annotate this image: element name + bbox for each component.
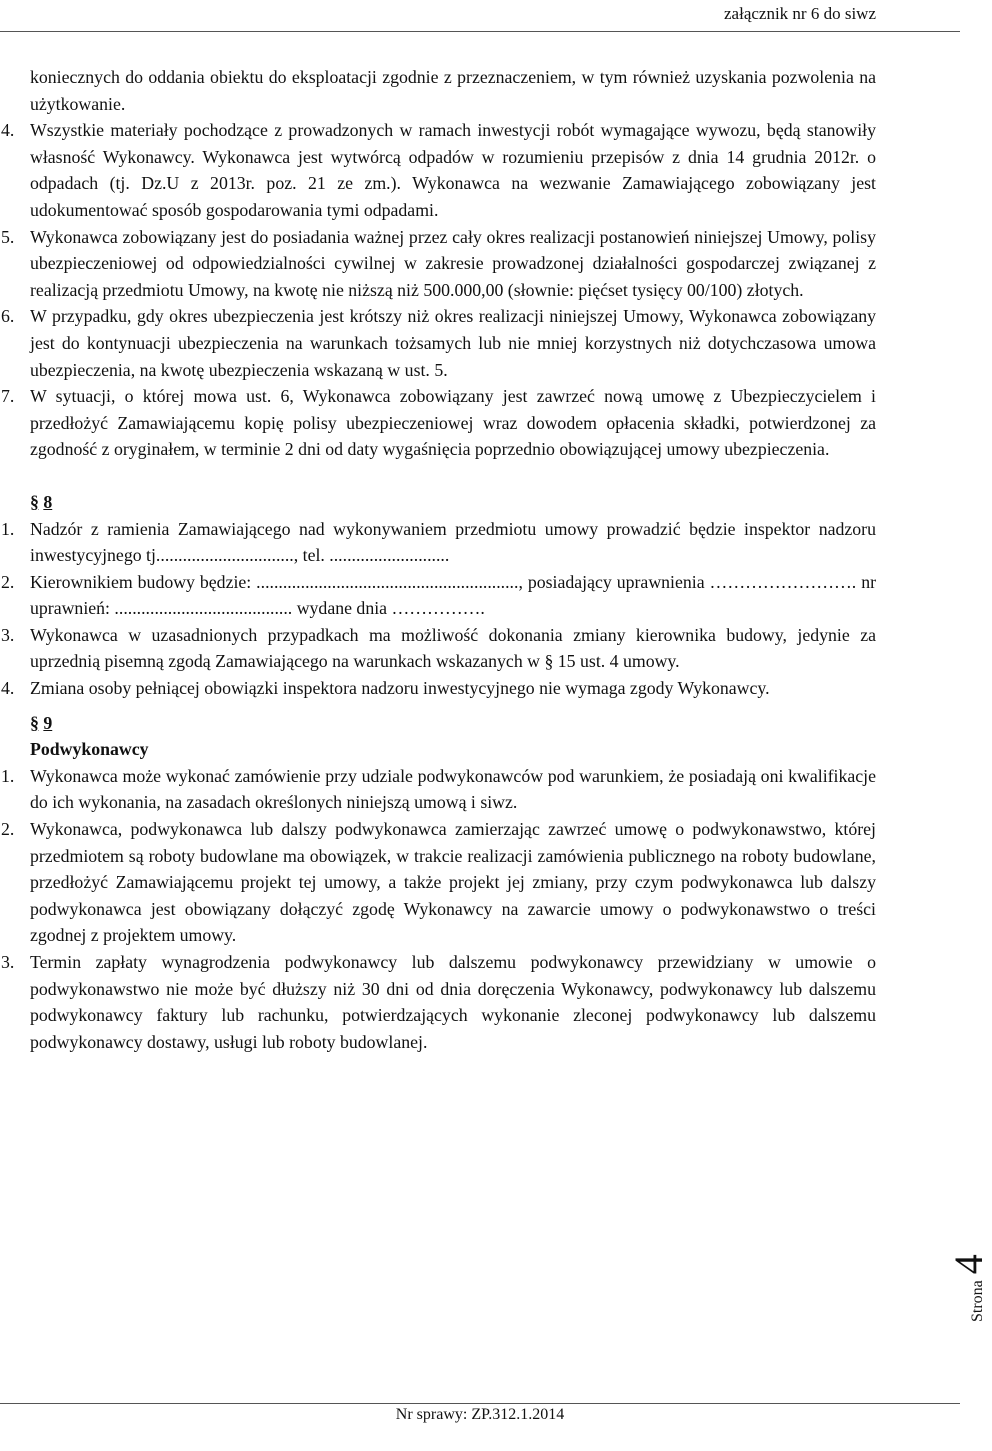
list-number: 4. bbox=[1, 120, 15, 141]
section-heading-8 bbox=[30, 489, 876, 516]
list-number: 3. bbox=[1, 624, 15, 645]
list-number: 2. bbox=[1, 571, 15, 592]
list-item bbox=[1, 516, 876, 569]
section-heading-9 bbox=[30, 710, 876, 737]
section-number: 8 bbox=[43, 491, 53, 512]
list-number: 3. bbox=[1, 952, 15, 972]
paragraph-continuation: koniecznych do oddania obiektu do eksploatacji zgodnie z przeznaczeniem, w tym również uzyskania pozwolenia na użytkowanie. bbox=[30, 67, 876, 114]
list-number: 4. bbox=[1, 678, 15, 699]
list-text: Wykonawca w uzasadnionych przypadkach ma możliwość dokonania zmiany kierownika budowy, jedynie za uprzednią pisemną zgodą Zamawiającego na warunkach wskazanych w § 15 ust. 4 umowy. bbox=[30, 624, 876, 672]
list-text: Wykonawca zobowiązany jest do posiadania ważnej przez cały okres realizacji postanowień niniejszej Umowy, polisy ubezpieczeniowej od odpowiedzialności cywilnej w zakresie prowadzonej działalności gospodarczej związanej z realizacją przedmiotu Umowy, na kwotę nie niższą niż 500.000,00 (słownie: pięćset tysięcy 00/100) złotych. bbox=[30, 226, 876, 300]
list-number: 2. bbox=[1, 819, 15, 840]
header-title: załącznik nr 6 do siwz bbox=[724, 4, 876, 23]
spacer bbox=[30, 463, 876, 489]
list-item bbox=[1, 816, 876, 949]
list-number: 5. bbox=[1, 226, 15, 247]
list-item bbox=[1, 569, 876, 622]
list-text: Wykonawca, podwykonawca lub dalszy podwykonawca zamierzając zawrzeć umowę o podwykonawstwo, której przedmiotem są roboty budowlane ma obowiązek, w trakcie realizacji zamówienia publicznego na roboty budowlane, przedłożyć Zamawiającemu projekt tej umowy, a także projekt jej zmiany, przy czym podwykonawca lub dalszy podwykonawca jest obowiązany dołączyć zgodę Wykonawcy na zawarcie umowy o podwykonawstwo o treści zgodnej z projektem umowy. bbox=[30, 819, 876, 946]
list-number: 1. bbox=[1, 518, 15, 539]
section-sign: § bbox=[30, 712, 39, 733]
document-body bbox=[1, 64, 876, 1055]
list-text: Wszystkie materiały pochodzące z prowadzonych w ramach inwestycji robót wymagające wywozu, będą stanowiły własność Wykonawcy. Wykonawca jest wytwórcą odpadów w rozumieniu przepisów z dnia 14 grudnia 2012r. o odpadach (tj. Dz.U z 2013r. poz. 21 ze zm.). Wykonawca na wezwanie Zamawiającego zobowiązany jest udokumentować sposób gospodarowania tymi odpadami. bbox=[30, 120, 876, 220]
page-number: 4 bbox=[946, 1254, 991, 1275]
section-title: Podwykonawcy bbox=[30, 739, 149, 760]
section-sign: § bbox=[30, 491, 39, 512]
list-number: 6. bbox=[1, 306, 15, 327]
footer-divider bbox=[0, 1403, 960, 1404]
footer-case-number: Nr sprawy: ZP.312.1.2014 bbox=[395, 1406, 565, 1423]
list-number: 1. bbox=[1, 765, 15, 786]
list-text: Termin zapłaty wynagrodzenia podwykonawcy lub dalszemu podwykonawcy przewidziany w umowie o podwykonawstwo nie może być dłuższy niż 30 dni od dnia doręczenia Wykonawcy, podwykonawcy lub dalszemu podwykonawcy faktury lub rachunku, potwierdzających wykonanie zleconej podwykonawcy lub dalszemu podwykonawcy dostawy, usługi lub roboty budowlanej. bbox=[30, 952, 876, 1052]
list-item bbox=[1, 675, 876, 702]
list-item bbox=[1, 949, 876, 1055]
page-label: Strona bbox=[969, 1280, 986, 1322]
list-text: Nadzór z ramienia Zamawiającego nad wykonywaniem przedmiotu umowy prowadzić będzie inspektor nadzoru inwestycyjnego tj..............................., tel. ........................... bbox=[30, 518, 876, 566]
list-item bbox=[1, 117, 876, 223]
list-text: W sytuacji, o której mowa ust. 6, Wykonawca zobowiązany jest zawrzeć nową umowę z Ubezpieczycielem i przedłożyć Zamawiającemu kopię polisy ubezpieczeniowej wraz dowodem opłacenia składki, potwierdzonej za zgodność z oryginałem, w terminie 2 dni od daty wygaśnięcia poprzednio obowiązującej umowy ubezpieczenia. bbox=[30, 386, 876, 460]
list-item bbox=[1, 303, 876, 383]
list-item bbox=[1, 383, 876, 463]
page-number-marker bbox=[945, 1232, 991, 1322]
list-text: Zmiana osoby pełniącej obowiązki inspektora nadzoru inwestycyjnego nie wymaga zgody Wykonawcy. bbox=[30, 678, 770, 699]
list-item bbox=[1, 763, 876, 816]
list-text: Wykonawca może wykonać zamówienie przy udziale podwykonawców pod warunkiem, że posiadają oni kwalifikacje do ich wykonania, na zasadach określonych niniejszą umową i siwz. bbox=[30, 765, 876, 813]
list-text: Kierownikiem budowy będzie: ..........................................................., posiadający uprawnienia ……………………. nr uprawnień: ........................................ wydane dnia ……………. bbox=[30, 571, 876, 619]
list-number: 7. bbox=[1, 386, 15, 407]
section-number: 9 bbox=[43, 712, 53, 733]
list-item bbox=[1, 622, 876, 675]
list-text: W przypadku, gdy okres ubezpieczenia jest krótszy niż okres realizacji niniejszej Umowy, Wykonawca zobowiązany jest do kontynuacji ubezpieczenia na warunkach tożsamych lub nie mniej korzystnych niż dotychczasowa umowa ubezpieczenia, na kwotę ubezpieczenia wskazaną w ust. 5. bbox=[30, 306, 876, 380]
list-item bbox=[1, 224, 876, 304]
page-header bbox=[0, 0, 960, 32]
